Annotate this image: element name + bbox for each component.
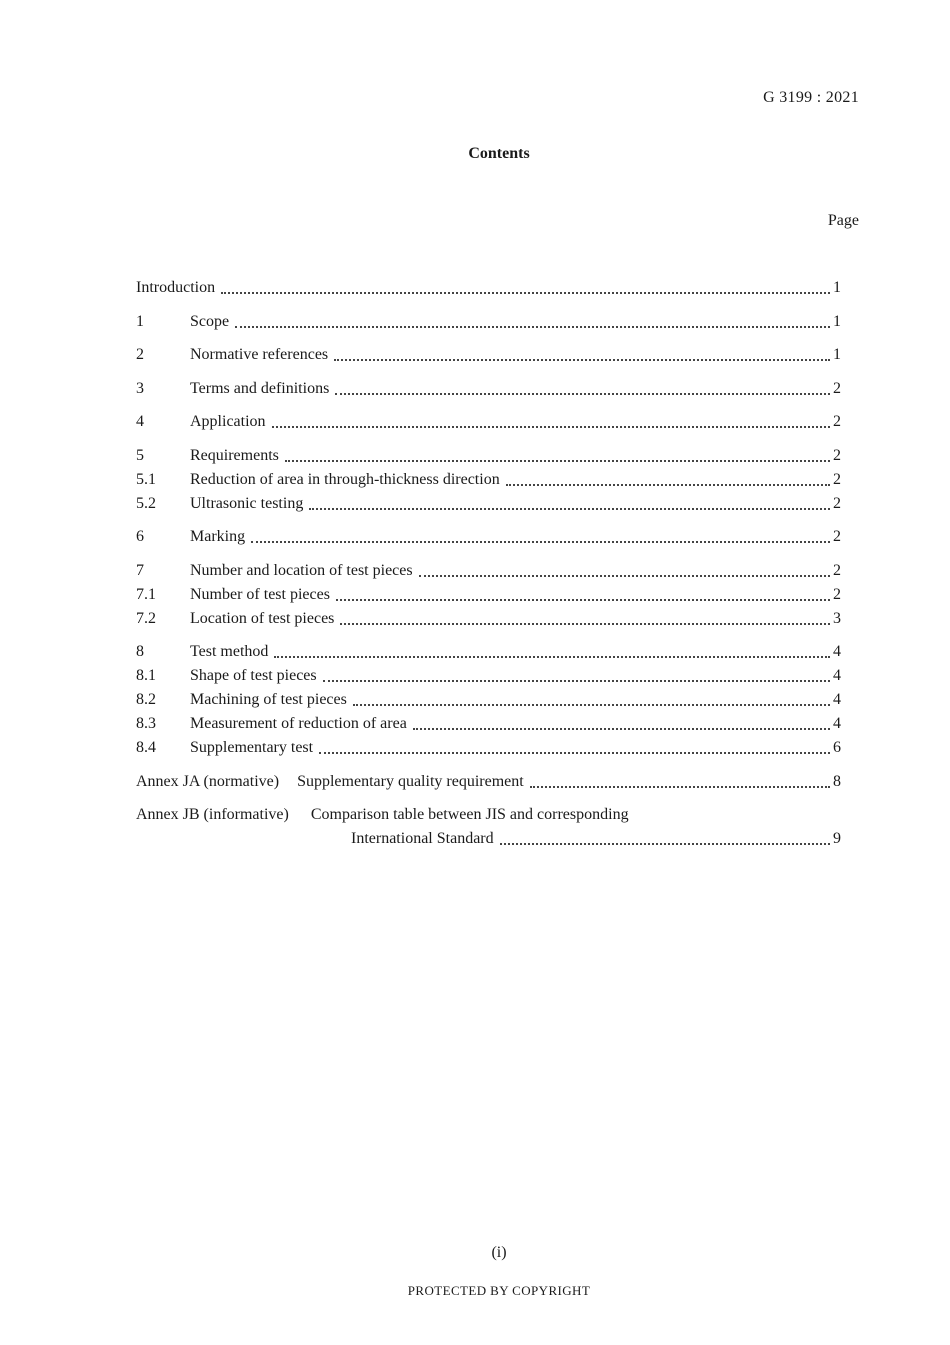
toc-entry-label: Marking (190, 528, 246, 545)
leader-dots (285, 460, 830, 462)
toc-entry-page: 4 (833, 715, 841, 732)
toc-entry-8-4[interactable] (136, 737, 841, 759)
toc-entry-8[interactable] (136, 641, 841, 663)
toc-entry-introduction[interactable] (136, 277, 841, 299)
leader-dots (336, 599, 830, 601)
toc-entry-page: 2 (833, 528, 841, 545)
toc-entry-page: 4 (833, 667, 841, 684)
toc-entry-number: 8.3 (136, 715, 156, 732)
toc-entry-annex-jb-continued[interactable] (351, 828, 841, 850)
toc-entry-page: 2 (833, 447, 841, 464)
toc-entry-page: 1 (833, 313, 841, 330)
toc-entry-number: 7 (136, 562, 144, 579)
toc-entry-page: 9 (833, 830, 841, 847)
leader-dots (335, 393, 830, 395)
leader-dots (506, 484, 830, 486)
standard-number: G 3199 : 2021 (763, 89, 859, 106)
toc-entry-5-1[interactable] (136, 469, 841, 491)
toc-entry-number: 7.2 (136, 610, 156, 627)
toc-entry-8-1[interactable] (136, 665, 841, 687)
leader-dots (353, 704, 830, 706)
toc-entry-label: Measurement of reduction of area (190, 715, 407, 732)
toc-entry-page: 2 (833, 471, 841, 488)
leader-dots (500, 843, 830, 845)
toc-entry-page: 2 (833, 413, 841, 430)
page-number: (i) (491, 1244, 507, 1261)
toc-entry-3[interactable] (136, 378, 841, 400)
toc-entry-number: 8.1 (136, 667, 156, 684)
toc-entry-label: Terms and definitions (190, 380, 330, 397)
leader-dots (272, 426, 830, 428)
toc-entry-label: Shape of test pieces (190, 667, 317, 684)
toc-entry-label: Number and location of test pieces (190, 562, 413, 579)
toc-entry-label-line2: International Standard (351, 830, 494, 847)
leader-dots (340, 623, 830, 625)
toc-entry-number: 8 (136, 643, 144, 660)
toc-entry-page: 3 (833, 610, 841, 627)
leader-dots (309, 508, 830, 510)
toc-entry-number: 5.1 (136, 471, 156, 488)
toc-entry-page: 1 (833, 279, 841, 296)
toc-entry-7-1[interactable] (136, 584, 841, 606)
toc-entry-label: Supplementary test (190, 739, 314, 756)
toc-entry-2[interactable] (136, 344, 841, 366)
toc-entry-label-line1: Comparison table between JIS and corresponding (310, 806, 629, 823)
toc-entry-label: Application (190, 413, 266, 430)
toc-entry-number: 1 (136, 313, 144, 330)
toc-entry-annex-ja[interactable] (136, 771, 841, 793)
toc-entry-annex-jb[interactable] (136, 804, 841, 826)
toc-entry-number: 3 (136, 380, 144, 397)
toc-entry-label: Ultrasonic testing (190, 495, 304, 512)
toc-entry-label: Number of test pieces (190, 586, 330, 603)
toc-entry-number: 8.2 (136, 691, 156, 708)
toc-entry-page: 2 (833, 586, 841, 603)
toc-entry-label: Reduction of area in through-thickness direction (190, 471, 500, 488)
leader-dots (323, 680, 830, 682)
leader-dots (319, 752, 830, 754)
toc-entry-1[interactable] (136, 311, 841, 333)
toc-entry-number: 5.2 (136, 495, 156, 512)
toc-entry-page: 6 (833, 739, 841, 756)
toc-entry-label: Machining of test pieces (190, 691, 347, 708)
leader-dots (221, 292, 830, 294)
leader-dots (419, 575, 830, 577)
leader-dots (530, 786, 830, 788)
annex-prefix: Annex JA (normative) (136, 773, 280, 790)
toc-entry-7-2[interactable] (136, 608, 841, 630)
leader-dots (235, 326, 830, 328)
toc-entry-number: 7.1 (136, 586, 156, 603)
toc-entry-page: 8 (833, 773, 841, 790)
toc-entry-page: 1 (833, 346, 841, 363)
toc-entry-5-2[interactable] (136, 493, 841, 515)
toc-entry-8-3[interactable] (136, 713, 841, 735)
toc-entry-page: 2 (833, 380, 841, 397)
toc-entry-label: Normative references (190, 346, 329, 363)
leader-dots (413, 728, 830, 730)
toc-entry-page: 2 (833, 562, 841, 579)
leader-dots (274, 656, 830, 658)
leader-dots (334, 359, 830, 361)
toc-entry-number: 6 (136, 528, 144, 545)
copyright-notice: PROTECTED BY COPYRIGHT (407, 1283, 591, 1298)
toc-entry-number: 8.4 (136, 739, 156, 756)
toc-entry-number: 2 (136, 346, 144, 363)
toc-entry-label: Scope (190, 313, 230, 330)
toc-entry-label: Requirements (190, 447, 279, 464)
toc-entry-label: Test method (190, 643, 269, 660)
page-title: Contents (468, 145, 530, 162)
toc-entry-number: 4 (136, 413, 144, 430)
toc-entry-8-2[interactable] (136, 689, 841, 711)
toc-entry-page: 4 (833, 643, 841, 660)
page-column-label: Page (827, 212, 859, 229)
toc-entry-5[interactable] (136, 445, 841, 467)
toc-entry-label: Introduction (136, 279, 216, 296)
annex-prefix: Annex JB (informative) (136, 806, 289, 823)
toc-entry-6[interactable] (136, 526, 841, 548)
toc-entry-label: Location of test pieces (190, 610, 335, 627)
toc-entry-page: 4 (833, 691, 841, 708)
toc-entry-page: 2 (833, 495, 841, 512)
toc-entry-number: 5 (136, 447, 144, 464)
toc-entry-4[interactable] (136, 411, 841, 433)
leader-dots (251, 541, 830, 543)
toc-entry-label: Supplementary quality requirement (297, 773, 524, 790)
toc-entry-7[interactable] (136, 560, 841, 582)
